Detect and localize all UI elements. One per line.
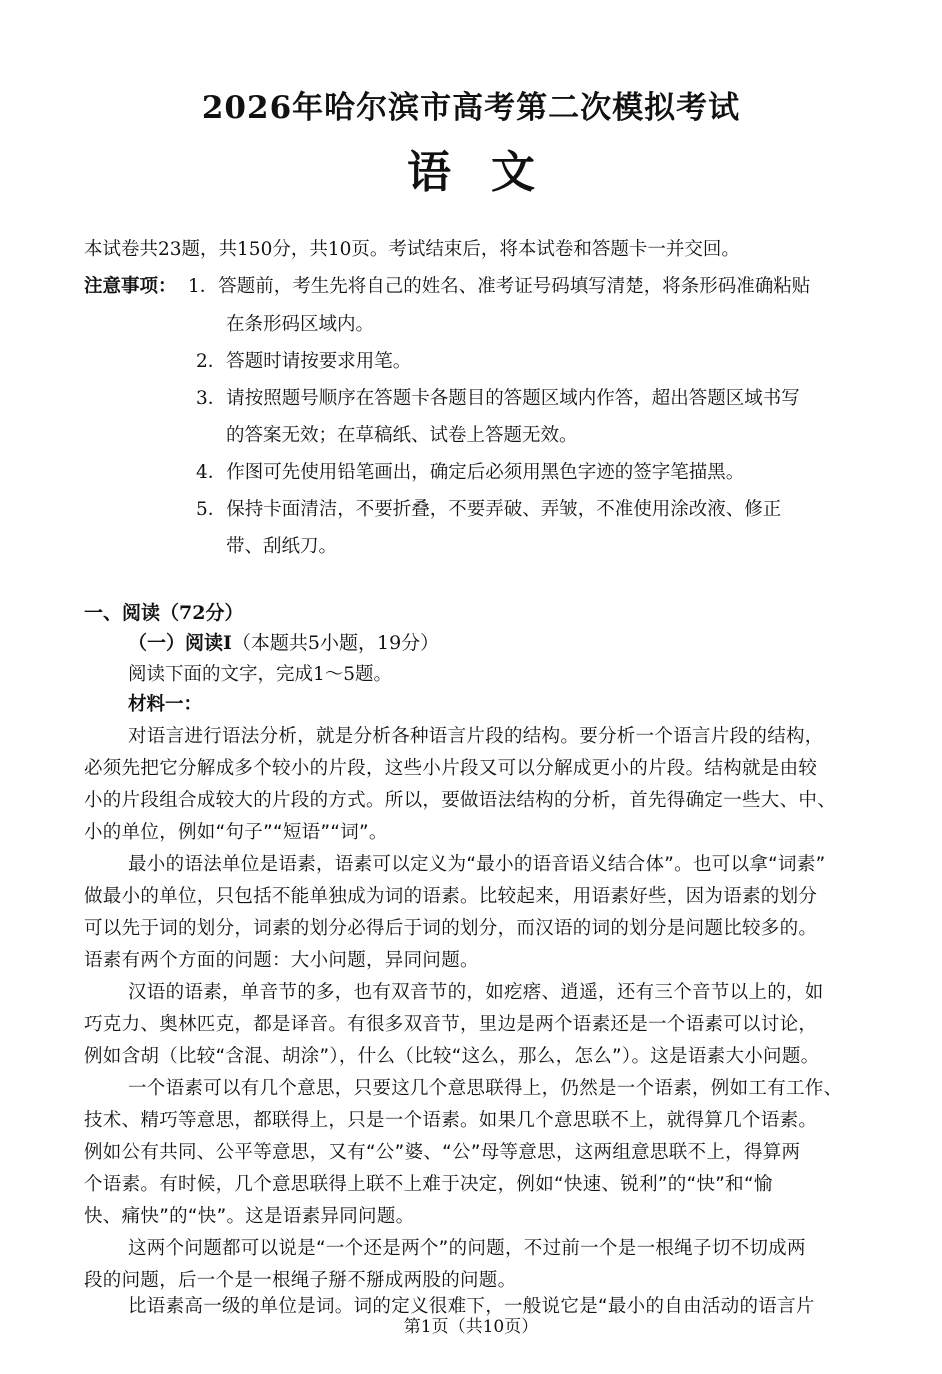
note-line: 5．保持卡面清洁，不要折叠，不要弄破、弄皱，不准使用涂改液、修正 [196, 499, 782, 520]
body-line: 快、痛快”的“快”。这是语素异同问题。 [84, 1206, 415, 1227]
sub-heading-bold: （一）阅读I [128, 632, 232, 654]
note-line: 在条形码区域内。 [226, 314, 375, 335]
sub-heading [128, 628, 439, 655]
body-line: 必须先把它分解成多个较小的片段，这些小片段又可以分解成更小的片段。结构就是由较 [84, 758, 818, 779]
body-line: 个语素。有时候，几个意思联得上联不上难于决定，例如“快速、锐利”的“快”和“愉 [84, 1174, 773, 1195]
note-line: 3．请按照题号顺序在答题卡各题目的答题区域内作答，超出答题区域书写 [196, 388, 800, 409]
body-line: 段的问题，后一个是一根绳子掰不掰成两股的问题。 [84, 1270, 517, 1291]
body-line: 比语素高一级的单位是词。词的定义很难下，一般说它是“最小的自由活动的语言片 [128, 1296, 815, 1317]
sub-heading-rest: （本题共5小题，19分） [231, 632, 440, 654]
body-line: 对语言进行语法分析，就是分析各种语言片段的结构。要分析一个语言片段的结构， [128, 726, 824, 747]
body-line: 例如含胡（比较“含混、胡涂”），什么（比较“这么，那么，怎么”）。这是语素大小问题。 [84, 1046, 820, 1067]
subject-title: 语文 [407, 147, 575, 198]
body-line: 这两个问题都可以说是“一个还是两个”的问题，不过前一个是一根绳子切不切成两 [128, 1238, 806, 1259]
material-label: 材料一： [128, 694, 203, 715]
note-line: 带、刮纸刀。 [226, 536, 338, 557]
body-line: 语素有两个方面的问题：大小问题，异同问题。 [84, 950, 479, 971]
body-line: 小的单位，例如“句子”“短语”“词”。 [84, 822, 388, 843]
body-line: 可以先于词的划分，词素的划分必得后于词的划分，而汉语的词的划分是问题比较多的。 [84, 918, 818, 939]
body-line: 例如公有共同、公平等意思，又有“公”婆、“公”母等意思，这两组意思联不上，得算两 [84, 1142, 801, 1163]
body-line: 最小的语法单位是语素，语素可以定义为“最小的语音语义结合体”。也可以拿“词素” [128, 854, 826, 875]
body-line: 巧克力、奥林匹克，都是译音。有很多双音节，里边是两个语素还是一个语素可以讨论， [84, 1014, 818, 1035]
note-line: 的答案无效；在草稿纸、试卷上答题无效。 [226, 425, 578, 446]
page-footer: 第1页（共10页） [403, 1317, 539, 1337]
body-line: 小的片段组合成较大的片段的方式。所以，要做语法结构的分析，首先得确定一些大、中、 [84, 790, 837, 811]
note-line: 4．作图可先使用铅笔画出，确定后必须用黑色字迹的签字笔描黑。 [196, 462, 745, 483]
reading-instruction: 阅读下面的文字，完成1～5题。 [128, 664, 393, 685]
body-line: 汉语的语素，单音节的多，也有双音节的，如疙瘩、逍遥，还有三个音节以上的，如 [128, 982, 824, 1003]
note-line: 2．答题时请按要求用笔。 [196, 351, 412, 372]
body-line: 做最小的单位，只包括不能单独成为词的语素。比较起来，用语素好些，因为语素的划分 [84, 886, 818, 907]
body-line: 技术、精巧等意思，都联得上，只是一个语素。如果几个意思联不上，就得算几个语素。 [84, 1110, 818, 1131]
exam-title: 2026年哈尔滨市高考第二次模拟考试 [201, 90, 741, 126]
notes-label: 注意事项： [84, 276, 177, 297]
exam-intro: 本试卷共23题，共150分，共10页。考试结束后，将本试卷和答题卡一并交回。 [84, 239, 740, 260]
section-heading: 一、阅读（72分） [84, 602, 244, 624]
body-line: 一个语素可以有几个意思，只要这几个意思联得上，仍然是一个语素，例如工有工作、 [128, 1078, 843, 1099]
note-line: 1．答题前，考生先将自己的姓名、准考证号码填写清楚，将条形码准确粘贴 [188, 276, 811, 297]
